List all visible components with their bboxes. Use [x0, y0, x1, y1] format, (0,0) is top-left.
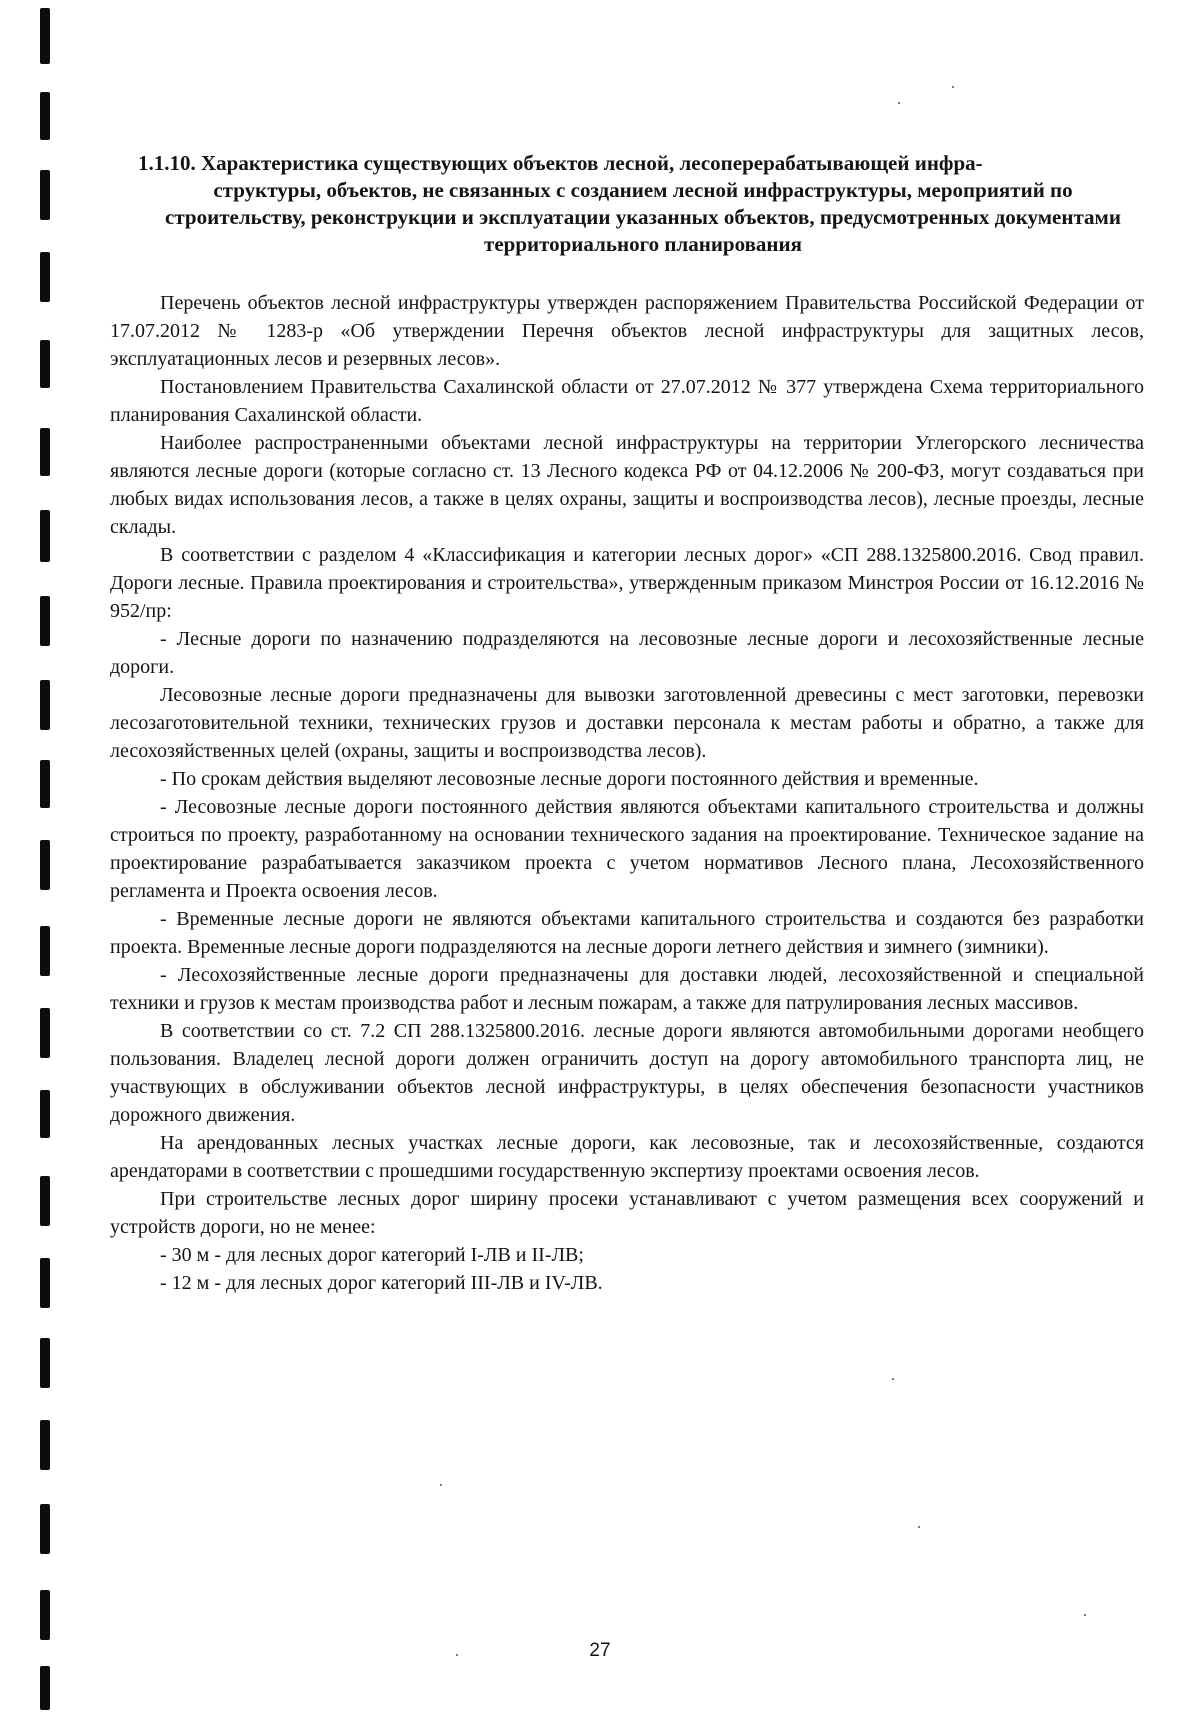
page-number: 27	[589, 1640, 611, 1661]
paragraph: При строительстве лесных дорог ширину просеки устанавливают с учетом размещения всех сооружений и устройств дороги, но не менее:	[110, 1188, 1144, 1238]
section-heading-first-line: 1.1.10. Характеристика существующих объектов лесной, лесоперерабатывающей инфра-	[138, 151, 983, 175]
binding-hole	[40, 1338, 50, 1388]
section-heading-continuation: структуры, объектов, не связанных с созданием лесной инфраструктуры, мероприятий по строительству, реконструкции и эксплуатации указанных объектов, предусмотренных документами территориального планирования	[165, 178, 1121, 256]
section-heading	[138, 150, 1128, 258]
scan-speck	[918, 1526, 920, 1528]
paragraph: Постановлением Правительства Сахалинской области от 27.07.2012 № 377 утверждена Схема территориального планирования Сахалинской области.	[110, 376, 1144, 426]
paragraph: На арендованных лесных участках лесные дороги, как лесовозные, так и лесохозяйственные, создаются арендаторами в соответствии с прошедшими государственную экспертизу проектами освоения лесов.	[110, 1132, 1144, 1182]
paragraph: В соответствии с разделом 4 «Классификация и категории лесных дорог» «СП 288.1325800.2016. Свод правил. Дороги лесные. Правила проектирования и строительства», утвержденным приказом Минстроя России от 16.12.2016 № 952/пр:	[110, 544, 1144, 622]
scan-speck	[898, 102, 900, 104]
scan-speck	[952, 86, 954, 88]
binding-hole	[40, 1666, 50, 1710]
binding-hole	[40, 510, 50, 562]
binding-hole	[40, 1504, 50, 1554]
list-item-paragraph: - Лесохозяйственные лесные дороги предназначены для доставки людей, лесохозяйственной и специальной техники и грузов к местам производства работ и лесным пожарам, а также для патрулирования лесных массивов.	[110, 964, 1144, 1014]
binding-hole	[40, 1420, 50, 1470]
binding-hole	[40, 596, 50, 646]
binding-hole	[40, 428, 50, 476]
binding-holes-strip	[36, 0, 58, 1716]
paragraph: Перечень объектов лесной инфраструктуры утвержден распоряжением Правительства Российской Федерации от 17.07.2012 № 1283-р «Об утверждении Перечня объектов лесной инфраструктуры для защитных лесов, эксплуатационных лесов и резервных лесов».	[110, 292, 1144, 370]
binding-hole	[40, 8, 50, 64]
binding-hole	[40, 1590, 50, 1640]
binding-hole	[40, 1258, 50, 1308]
binding-hole	[40, 680, 50, 730]
binding-hole	[40, 840, 50, 890]
paragraph: Лесовозные лесные дороги предназначены для вывозки заготовленной древесины с мест заготовки, перевозки лесозаготовительной техники, технических грузов и доставки персонала к местам работы и обратно, а также для лесохозяйственных целей (охраны, защиты и воспроизводства лесов).	[110, 684, 1144, 762]
binding-hole	[40, 1008, 50, 1058]
scan-speck	[892, 1378, 894, 1380]
binding-hole	[40, 760, 50, 808]
paragraph: Наиболее распространенными объектами лесной инфраструктуры на территории Углегорского лесничества являются лесные дороги (которые согласно ст. 13 Лесного кодекса РФ от 04.12.2006 № 200-ФЗ, могут создаваться при любых видах использования лесов, а также в целях охраны, защиты и воспроизводства лесов), лесные проезды, лесные склады.	[110, 432, 1144, 538]
list-item-paragraph: - 12 м - для лесных дорог категорий III-ЛВ и IV-ЛВ.	[160, 1272, 603, 1294]
binding-hole	[40, 1176, 50, 1226]
document-body	[110, 289, 1144, 1297]
list-item-paragraph: - Лесовозные лесные дороги постоянного действия являются объектами капитального строительства и должны строиться по проекту, разработанному на основании технического задания на проектирование. Техническое задание на проектирование разрабатывается заказчиком проекта с учетом нормативов Лесного плана, Лесохозяйственного регламента и Проекта освоения лесов.	[110, 796, 1144, 902]
binding-hole	[40, 252, 50, 302]
binding-hole	[40, 92, 50, 140]
binding-hole	[40, 1090, 50, 1138]
binding-hole	[40, 926, 50, 976]
binding-hole	[40, 340, 50, 388]
list-item-paragraph: - По срокам действия выделяют лесовозные лесные дороги постоянного действия и временные.	[160, 768, 979, 790]
scan-speck	[456, 1654, 458, 1656]
list-item-paragraph: - 30 м - для лесных дорог категорий I-ЛВ и II-ЛВ;	[160, 1244, 584, 1266]
scan-speck	[440, 1484, 442, 1486]
scan-speck	[1084, 1614, 1086, 1616]
list-item-paragraph: - Временные лесные дороги не являются объектами капитального строительства и создаются без разработки проекта. Временные лесные дороги подразделяются на лесные дороги летнего действия и зимнего (зимники).	[110, 908, 1144, 958]
binding-hole	[40, 170, 50, 220]
list-item-paragraph: - Лесные дороги по назначению подразделяются на лесовозные лесные дороги и лесохозяйственные лесные дороги.	[110, 628, 1144, 678]
paragraph: В соответствии со ст. 7.2 СП 288.1325800.2016. лесные дороги являются автомобильными дорогами необщего пользования. Владелец лесной дороги должен ограничить доступ на дорогу автомобильного транспорта лиц, не участвующих в обслуживании объектов лесной инфраструктуры, в целях обеспечения безопасности участников дорожного движения.	[110, 1020, 1144, 1126]
